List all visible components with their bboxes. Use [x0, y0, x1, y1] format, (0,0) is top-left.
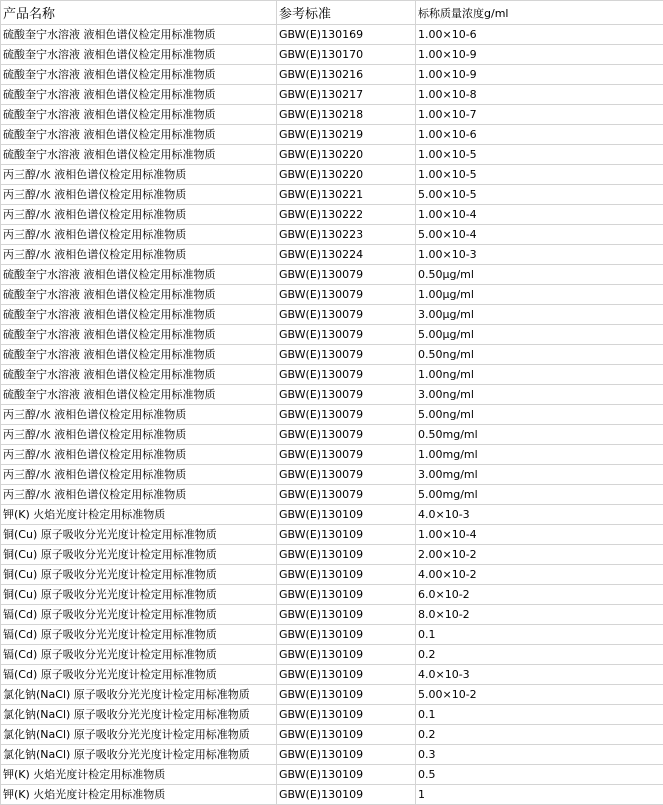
header-cell-nominal-concentration[interactable]: 标称质量浓度g/ml — [416, 1, 663, 25]
table-row — [1, 265, 663, 285]
concentration-cell[interactable]: 1.00×10-9 — [416, 45, 663, 65]
reference-standard-cell[interactable]: GBW(E)130109 — [277, 665, 416, 685]
product-name-cell[interactable]: 硫酸奎宁水溶液 液相色谱仪检定用标准物质 — [1, 285, 277, 305]
concentration-cell[interactable]: 1.00×10-7 — [416, 105, 663, 125]
reference-standard-cell[interactable]: GBW(E)130079 — [277, 385, 416, 405]
table-row — [1, 545, 663, 565]
product-name-cell[interactable]: 铜(Cu) 原子吸收分光光度计检定用标准物质 — [1, 585, 277, 605]
product-name-cell[interactable]: 丙三醇/水 液相色谱仪检定用标准物质 — [1, 465, 277, 485]
table-row — [1, 105, 663, 125]
table-row — [1, 745, 663, 765]
concentration-cell[interactable]: 0.5 — [416, 765, 663, 785]
product-name-cell[interactable]: 丙三醇/水 液相色谱仪检定用标准物质 — [1, 185, 277, 205]
reference-standard-cell[interactable]: GBW(E)130220 — [277, 145, 416, 165]
product-name-cell[interactable]: 氯化钠(NaCl) 原子吸收分光光度计检定用标准物质 — [1, 725, 277, 745]
reference-standard-cell[interactable]: GBW(E)130109 — [277, 605, 416, 625]
reference-standard-cell[interactable]: GBW(E)130079 — [277, 465, 416, 485]
product-name-cell[interactable]: 硫酸奎宁水溶液 液相色谱仪检定用标准物质 — [1, 125, 277, 145]
reference-standard-cell[interactable]: GBW(E)130109 — [277, 525, 416, 545]
table-row — [1, 705, 663, 725]
table-row — [1, 345, 663, 365]
concentration-cell[interactable]: 0.2 — [416, 645, 663, 665]
concentration-cell[interactable]: 4.00×10-2 — [416, 565, 663, 585]
product-name-cell[interactable]: 铜(Cu) 原子吸收分光光度计检定用标准物质 — [1, 525, 277, 545]
table-row — [1, 65, 663, 85]
reference-standard-cell[interactable]: GBW(E)130223 — [277, 225, 416, 245]
product-name-cell[interactable]: 丙三醇/水 液相色谱仪检定用标准物质 — [1, 485, 277, 505]
concentration-cell[interactable]: 0.1 — [416, 705, 663, 725]
concentration-cell[interactable]: 5.00ng/ml — [416, 405, 663, 425]
product-name-cell[interactable]: 硫酸奎宁水溶液 液相色谱仪检定用标准物质 — [1, 345, 277, 365]
concentration-cell[interactable]: 5.00×10-2 — [416, 685, 663, 705]
product-name-cell[interactable]: 硫酸奎宁水溶液 液相色谱仪检定用标准物质 — [1, 45, 277, 65]
product-name-cell[interactable]: 镉(Cd) 原子吸收分光光度计检定用标准物质 — [1, 665, 277, 685]
product-name-cell[interactable]: 钾(K) 火焰光度计检定用标准物质 — [1, 785, 277, 805]
reference-standard-cell[interactable]: GBW(E)130219 — [277, 125, 416, 145]
header-cell-reference-standard[interactable]: 参考标准 — [277, 1, 416, 25]
reference-standard-cell[interactable]: GBW(E)130109 — [277, 705, 416, 725]
reference-standard-cell[interactable]: GBW(E)130079 — [277, 265, 416, 285]
product-name-cell[interactable]: 氯化钠(NaCl) 原子吸收分光光度计检定用标准物质 — [1, 705, 277, 725]
concentration-cell[interactable]: 8.0×10-2 — [416, 605, 663, 625]
reference-standard-cell[interactable]: GBW(E)130079 — [277, 425, 416, 445]
table-row — [1, 785, 663, 805]
table-row — [1, 605, 663, 625]
product-name-cell[interactable]: 硫酸奎宁水溶液 液相色谱仪检定用标准物质 — [1, 25, 277, 45]
concentration-cell[interactable]: 1.00×10-4 — [416, 525, 663, 545]
concentration-cell[interactable]: 1.00ng/ml — [416, 365, 663, 385]
table-row — [1, 425, 663, 445]
table-row — [1, 465, 663, 485]
reference-standard-cell[interactable]: GBW(E)130222 — [277, 205, 416, 225]
concentration-cell[interactable]: 0.2 — [416, 725, 663, 745]
product-name-cell[interactable]: 丙三醇/水 液相色谱仪检定用标准物质 — [1, 165, 277, 185]
concentration-cell[interactable]: 5.00×10-4 — [416, 225, 663, 245]
table-row — [1, 525, 663, 545]
table-row — [1, 565, 663, 585]
product-name-cell[interactable]: 丙三醇/水 液相色谱仪检定用标准物质 — [1, 205, 277, 225]
concentration-cell[interactable]: 3.00ng/ml — [416, 385, 663, 405]
concentration-cell[interactable]: 1.00×10-3 — [416, 245, 663, 265]
product-name-cell[interactable]: 丙三醇/水 液相色谱仪检定用标准物质 — [1, 245, 277, 265]
table-row — [1, 485, 663, 505]
table-row — [1, 625, 663, 645]
reference-standard-cell[interactable]: GBW(E)130220 — [277, 165, 416, 185]
reference-standard-cell[interactable]: GBW(E)130224 — [277, 245, 416, 265]
reference-standard-cell[interactable]: GBW(E)130109 — [277, 585, 416, 605]
concentration-cell[interactable]: 1.00mg/ml — [416, 445, 663, 465]
table-row — [1, 45, 663, 65]
table-row — [1, 85, 663, 105]
concentration-cell[interactable]: 1.00×10-6 — [416, 125, 663, 145]
concentration-cell[interactable]: 5.00μg/ml — [416, 325, 663, 345]
reference-standard-cell[interactable]: GBW(E)130109 — [277, 505, 416, 525]
table-row — [1, 505, 663, 525]
table-row — [1, 665, 663, 685]
concentration-cell[interactable]: 5.00mg/ml — [416, 485, 663, 505]
reference-standard-cell[interactable]: GBW(E)130217 — [277, 85, 416, 105]
reference-standard-cell[interactable]: GBW(E)130079 — [277, 365, 416, 385]
concentration-cell[interactable]: 0.50mg/ml — [416, 425, 663, 445]
product-name-cell[interactable]: 铜(Cu) 原子吸收分光光度计检定用标准物质 — [1, 565, 277, 585]
reference-standard-cell[interactable]: GBW(E)130109 — [277, 745, 416, 765]
product-name-cell[interactable]: 丙三醇/水 液相色谱仪检定用标准物质 — [1, 225, 277, 245]
table-row — [1, 445, 663, 465]
table-row — [1, 165, 663, 185]
product-name-cell[interactable]: 铜(Cu) 原子吸收分光光度计检定用标准物质 — [1, 545, 277, 565]
table-row — [1, 405, 663, 425]
reference-standard-cell[interactable]: GBW(E)130170 — [277, 45, 416, 65]
reference-standard-cell[interactable]: GBW(E)130109 — [277, 545, 416, 565]
table-row — [1, 205, 663, 225]
table-row — [1, 325, 663, 345]
header-cell-product-name[interactable]: 产品名称 — [1, 1, 277, 25]
table-row — [1, 25, 663, 45]
reference-standard-cell[interactable]: GBW(E)130109 — [277, 765, 416, 785]
reference-standard-cell[interactable]: GBW(E)130109 — [277, 565, 416, 585]
reference-standard-cell[interactable]: GBW(E)130109 — [277, 725, 416, 745]
table-row — [1, 765, 663, 785]
concentration-cell[interactable]: 1.00×10-5 — [416, 165, 663, 185]
product-name-cell[interactable]: 硫酸奎宁水溶液 液相色谱仪检定用标准物质 — [1, 65, 277, 85]
table-row — [1, 225, 663, 245]
product-name-cell[interactable]: 钾(K) 火焰光度计检定用标准物质 — [1, 505, 277, 525]
concentration-cell[interactable]: 3.00mg/ml — [416, 465, 663, 485]
concentration-cell[interactable]: 4.0×10-3 — [416, 505, 663, 525]
concentration-cell[interactable]: 1.00×10-6 — [416, 25, 663, 45]
reference-standard-cell[interactable]: GBW(E)130218 — [277, 105, 416, 125]
product-name-cell[interactable]: 丙三醇/水 液相色谱仪检定用标准物质 — [1, 405, 277, 425]
concentration-cell[interactable]: 6.0×10-2 — [416, 585, 663, 605]
reference-standard-cell[interactable]: GBW(E)130079 — [277, 305, 416, 325]
product-name-cell[interactable]: 硫酸奎宁水溶液 液相色谱仪检定用标准物质 — [1, 305, 277, 325]
product-name-cell[interactable]: 硫酸奎宁水溶液 液相色谱仪检定用标准物质 — [1, 85, 277, 105]
reference-standard-cell[interactable]: GBW(E)130079 — [277, 345, 416, 365]
table-row — [1, 365, 663, 385]
table-body — [1, 25, 663, 805]
reference-standard-cell[interactable]: GBW(E)130079 — [277, 405, 416, 425]
table-row — [1, 585, 663, 605]
concentration-cell[interactable]: 1.00×10-9 — [416, 65, 663, 85]
table-row — [1, 185, 663, 205]
table-row — [1, 385, 663, 405]
concentration-cell[interactable]: 2.00×10-2 — [416, 545, 663, 565]
concentration-cell[interactable]: 4.0×10-3 — [416, 665, 663, 685]
concentration-cell[interactable]: 1.00×10-8 — [416, 85, 663, 105]
concentration-cell[interactable]: 1.00×10-4 — [416, 205, 663, 225]
concentration-cell[interactable]: 0.3 — [416, 745, 663, 765]
product-name-cell[interactable]: 硫酸奎宁水溶液 液相色谱仪检定用标准物质 — [1, 105, 277, 125]
table-row — [1, 145, 663, 165]
header-row — [1, 1, 663, 25]
product-name-cell[interactable]: 镉(Cd) 原子吸收分光光度计检定用标准物质 — [1, 605, 277, 625]
product-name-cell[interactable]: 硫酸奎宁水溶液 液相色谱仪检定用标准物质 — [1, 265, 277, 285]
product-name-cell[interactable]: 硫酸奎宁水溶液 液相色谱仪检定用标准物质 — [1, 325, 277, 345]
table-row — [1, 725, 663, 745]
product-name-cell[interactable]: 丙三醇/水 液相色谱仪检定用标准物质 — [1, 445, 277, 465]
reference-standard-cell[interactable]: GBW(E)130109 — [277, 645, 416, 665]
product-name-cell[interactable]: 钾(K) 火焰光度计检定用标准物质 — [1, 765, 277, 785]
concentration-cell[interactable]: 0.50ng/ml — [416, 345, 663, 365]
product-name-cell[interactable]: 氯化钠(NaCl) 原子吸收分光光度计检定用标准物质 — [1, 745, 277, 765]
product-name-cell[interactable]: 硫酸奎宁水溶液 液相色谱仪检定用标准物质 — [1, 145, 277, 165]
product-name-cell[interactable]: 镉(Cd) 原子吸收分光光度计检定用标准物质 — [1, 645, 277, 665]
concentration-cell[interactable]: 5.00×10-5 — [416, 185, 663, 205]
product-name-cell[interactable]: 丙三醇/水 液相色谱仪检定用标准物质 — [1, 425, 277, 445]
reference-standard-cell[interactable]: GBW(E)130079 — [277, 285, 416, 305]
reference-standard-cell[interactable]: GBW(E)130109 — [277, 625, 416, 645]
reference-standard-cell[interactable]: GBW(E)130169 — [277, 25, 416, 45]
reference-standard-cell[interactable]: GBW(E)130079 — [277, 445, 416, 465]
concentration-cell[interactable]: 0.50μg/ml — [416, 265, 663, 285]
reference-standard-cell[interactable]: GBW(E)130079 — [277, 485, 416, 505]
concentration-cell[interactable]: 1.00×10-5 — [416, 145, 663, 165]
reference-standard-cell[interactable]: GBW(E)130109 — [277, 685, 416, 705]
reference-standard-cell[interactable]: GBW(E)130221 — [277, 185, 416, 205]
table-row — [1, 285, 663, 305]
reference-standard-cell[interactable]: GBW(E)130079 — [277, 325, 416, 345]
reference-standard-cell[interactable]: GBW(E)130109 — [277, 785, 416, 805]
product-name-cell[interactable]: 硫酸奎宁水溶液 液相色谱仪检定用标准物质 — [1, 365, 277, 385]
concentration-cell[interactable]: 3.00μg/ml — [416, 305, 663, 325]
table-row — [1, 305, 663, 325]
product-name-cell[interactable]: 硫酸奎宁水溶液 液相色谱仪检定用标准物质 — [1, 385, 277, 405]
table-row — [1, 645, 663, 665]
concentration-cell[interactable]: 0.1 — [416, 625, 663, 645]
product-name-cell[interactable]: 氯化钠(NaCl) 原子吸收分光光度计检定用标准物质 — [1, 685, 277, 705]
concentration-cell[interactable]: 1 — [416, 785, 663, 805]
table-row — [1, 125, 663, 145]
product-name-cell[interactable]: 镉(Cd) 原子吸收分光光度计检定用标准物质 — [1, 625, 277, 645]
concentration-cell[interactable]: 1.00μg/ml — [416, 285, 663, 305]
table-row — [1, 685, 663, 705]
table-row — [1, 245, 663, 265]
reference-standard-cell[interactable]: GBW(E)130216 — [277, 65, 416, 85]
